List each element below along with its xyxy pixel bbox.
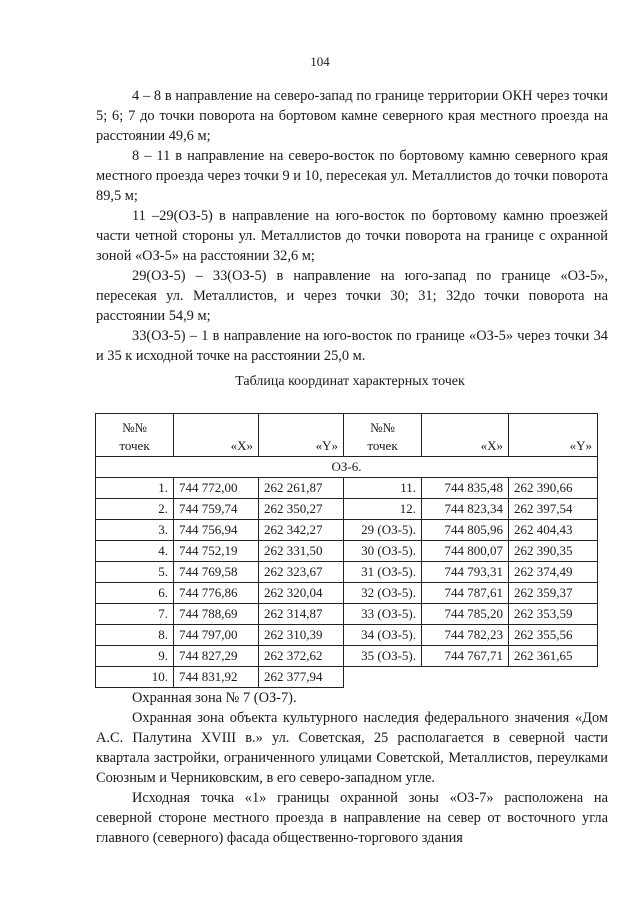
table-cell: 4.	[96, 541, 174, 562]
table-row	[96, 625, 598, 646]
header-num-top: №№	[96, 414, 174, 437]
coordinates-table	[95, 413, 598, 688]
table-header-row	[96, 414, 598, 437]
header-num-bottom: точек	[96, 436, 174, 457]
table-cell: 744 782,23	[422, 625, 509, 646]
table-cell	[422, 667, 509, 688]
paragraph: Охранная зона № 7 (ОЗ-7).	[132, 690, 297, 706]
table-group-row	[96, 457, 598, 478]
table-cell: 744 752,19	[174, 541, 259, 562]
text-block-bottom	[96, 688, 608, 848]
table-cell	[509, 667, 598, 688]
table-cell: 744 805,96	[422, 520, 509, 541]
table-row	[96, 541, 598, 562]
table-cell: 262 353,59	[509, 604, 598, 625]
table-row	[96, 646, 598, 667]
header-y: «Y»	[259, 436, 344, 457]
table-cell: 5.	[96, 562, 174, 583]
paragraph: Охранная зона объекта культурного наследия федерального значения «Дом А.С. Палутина XVIII в.» ул. Советская, 25 располагается в северной части квартала застройки, ограниченного улицами Советской, Металлистов, переулками Союзным и Черниковским, в его северо-западном угле.	[96, 710, 608, 786]
table-cell: 29 (ОЗ-5).	[344, 520, 422, 541]
header-x: «X»	[174, 436, 259, 457]
table-cell: 744 797,00	[174, 625, 259, 646]
table-cell: 262 374,49	[509, 562, 598, 583]
header-num2-bottom: точек	[344, 436, 422, 457]
group-label: ОЗ-6.	[96, 457, 598, 478]
header-x2: «X»	[422, 436, 509, 457]
table-cell: 12.	[344, 499, 422, 520]
paragraph: 11 –29(ОЗ-5) в направление на юго-восток по бортовому камню проезжей части четной стороны ул. Металлистов до точки поворота на границе с охранной зоной «ОЗ-5» на расстоянии 32,6 м;	[96, 208, 608, 264]
table-cell: 262 342,27	[259, 520, 344, 541]
text-block-top	[96, 86, 608, 366]
table-cell: 11.	[344, 478, 422, 499]
table-cell: 262 390,66	[509, 478, 598, 499]
table-cell: 744 793,31	[422, 562, 509, 583]
table-cell: 744 776,86	[174, 583, 259, 604]
table-cell: 30 (ОЗ-5).	[344, 541, 422, 562]
table-cell: 262 361,65	[509, 646, 598, 667]
table-cell: 7.	[96, 604, 174, 625]
table-cell: 262 377,94	[259, 667, 344, 688]
table-cell	[344, 667, 422, 688]
table-cell: 262 359,37	[509, 583, 598, 604]
table-cell: 262 320,04	[259, 583, 344, 604]
table-cell: 9.	[96, 646, 174, 667]
table-cell: 262 261,87	[259, 478, 344, 499]
page-number: 104	[310, 54, 330, 69]
table-cell: 34 (ОЗ-5).	[344, 625, 422, 646]
table-cell: 1.	[96, 478, 174, 499]
paragraph: 33(ОЗ-5) – 1 в направление на юго-восток по границе «ОЗ-5» через точки 34 и 35 к исходной точке на расстоянии 25,0 м.	[96, 328, 608, 364]
paragraph: 8 – 11 в направление на северо-восток по бортовому камню северного края местного проезда через точки 9 и 10, пересекая ул. Металлистов до точки поворота 89,5 м;	[96, 148, 608, 204]
table-cell: 262 390,35	[509, 541, 598, 562]
table-cell: 744 767,71	[422, 646, 509, 667]
table-row	[96, 667, 598, 688]
table-cell: 6.	[96, 583, 174, 604]
table-cell: 33 (ОЗ-5).	[344, 604, 422, 625]
table-row	[96, 604, 598, 625]
table-cell: 744 787,61	[422, 583, 509, 604]
paragraph: 29(ОЗ-5) – 33(ОЗ-5) в направление на юго-запад по границе «ОЗ-5», пересекая ул. Металлистов, и через точки 30; 31; 32до точки поворота на расстоянии 54,9 м;	[96, 268, 608, 324]
table-cell: 744 759,74	[174, 499, 259, 520]
table-cell: 744 788,69	[174, 604, 259, 625]
paragraph: 4 – 8 в направление на северо-запад по границе территории ОКН через точки 5; 6; 7 до точки поворота на бортовом камне северного края местного проезда на расстоянии 49,6 м;	[96, 88, 608, 144]
table-cell: 744 823,34	[422, 499, 509, 520]
table-cell: 744 827,29	[174, 646, 259, 667]
table-row	[96, 499, 598, 520]
table-cell: 744 756,94	[174, 520, 259, 541]
table-cell: 262 372,62	[259, 646, 344, 667]
table-cell: 744 785,20	[422, 604, 509, 625]
table-cell: 3.	[96, 520, 174, 541]
table-cell: 744 835,48	[422, 478, 509, 499]
table-cell: 744 772,00	[174, 478, 259, 499]
paragraph: Исходная точка «1» границы охранной зоны «ОЗ-7» расположена на северной стороне местного проезда в направление на север от восточного угла главного (северного) фасада общественно-торгового здания	[96, 790, 608, 846]
table-cell: 262 404,43	[509, 520, 598, 541]
table-row	[96, 520, 598, 541]
table-caption: Таблица координат характерных точек	[235, 374, 465, 389]
table-cell: 31 (ОЗ-5).	[344, 562, 422, 583]
table-cell: 262 397,54	[509, 499, 598, 520]
table-cell: 262 314,87	[259, 604, 344, 625]
table-cell: 262 323,67	[259, 562, 344, 583]
table-row	[96, 583, 598, 604]
header-y2: «Y»	[509, 436, 598, 457]
table-row	[96, 478, 598, 499]
header-num2-top: №№	[344, 414, 422, 437]
table-cell: 35 (ОЗ-5).	[344, 646, 422, 667]
table-cell: 262 350,27	[259, 499, 344, 520]
table-cell: 744 831,92	[174, 667, 259, 688]
table-cell: 262 331,50	[259, 541, 344, 562]
table-cell: 10.	[96, 667, 174, 688]
table-cell: 744 769,58	[174, 562, 259, 583]
table-cell: 2.	[96, 499, 174, 520]
table-cell: 262 355,56	[509, 625, 598, 646]
table-cell: 744 800,07	[422, 541, 509, 562]
table-cell: 32 (ОЗ-5).	[344, 583, 422, 604]
table-header-row	[96, 436, 598, 457]
table-cell: 8.	[96, 625, 174, 646]
table-row	[96, 562, 598, 583]
table-cell: 262 310,39	[259, 625, 344, 646]
